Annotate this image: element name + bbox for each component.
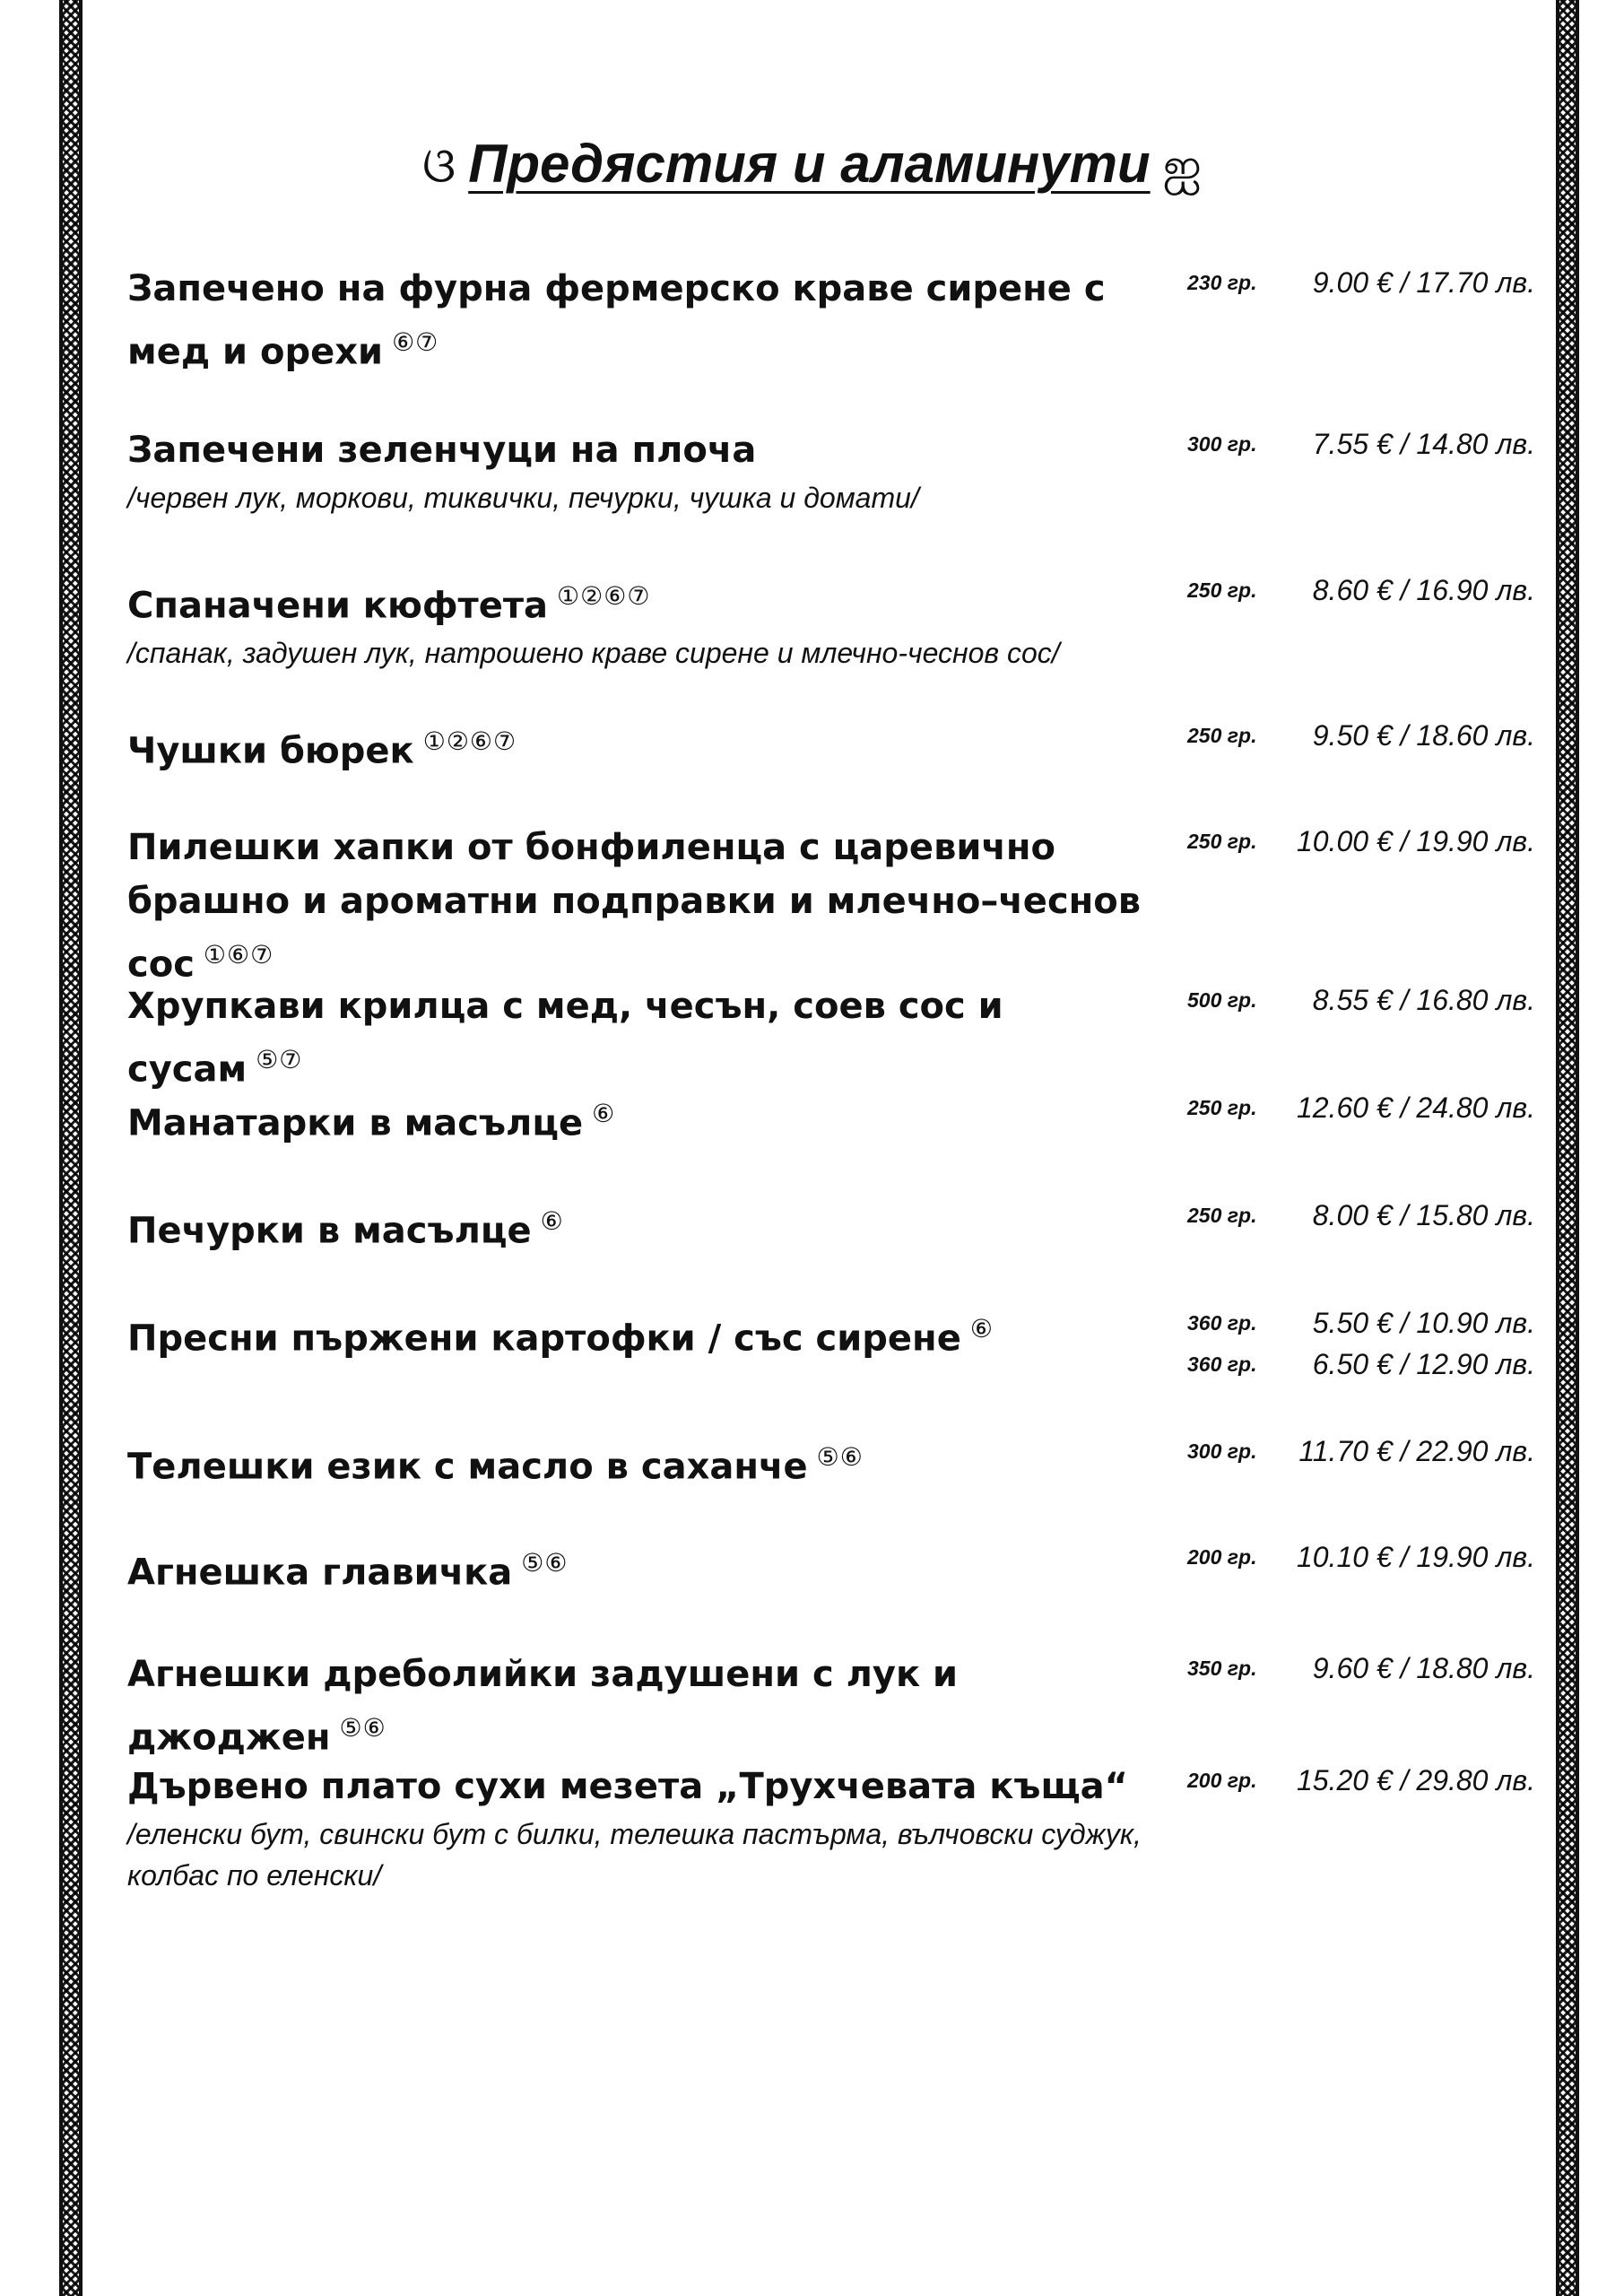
item-weight: 350 гр. [1187,1657,1257,1680]
allergen-icons: ①②⑥⑦ [557,581,651,611]
item-name [127,821,1185,991]
item-name-text: Спаначени кюфтета [127,585,549,627]
right-ornament-icon: ஐ [1162,139,1203,193]
item-description: /спанак, задушен лук, натрошено краве сирене и млечно-чеснов сос/ [127,637,1060,670]
item-weights [1187,1302,1256,1385]
item-description: /еленски бут, свински бут с билки, телешка пастърма, вълчовски суджук, колбас по еленски/ [127,1818,1142,1892]
menu-item [127,979,1544,1096]
item-price: 10.00 € / 19.90 лв. [1296,825,1535,857]
item-weights [1187,979,1256,1021]
menu-item [127,262,1544,378]
menu-item [127,1195,1544,1257]
item-weight: 200 гр. [1187,1769,1257,1792]
item-weights [1187,1648,1256,1689]
item-weights [1187,1431,1256,1472]
left-ornament-icon: ଓ [421,139,456,193]
allergen-icons: ①②⑥⑦ [422,726,517,756]
item-name [127,570,1185,632]
allergen-icons: ①⑥⑦ [203,940,274,970]
item-weight: 250 гр. [1187,830,1257,853]
item-weights [1187,1536,1256,1578]
item-weight: 250 гр. [1187,1204,1257,1227]
item-weight: 300 гр. [1187,1439,1257,1463]
menu-item [127,715,1544,778]
item-weights [1187,1195,1256,1236]
item-prices [1297,821,1535,862]
menu-item [127,821,1544,991]
item-weight: 360 гр. [1187,1352,1257,1376]
item-weight: 300 гр. [1187,432,1257,456]
item-weights [1187,570,1256,611]
allergen-icons: ⑤⑥ [816,1442,864,1472]
item-name-text: Запечени зеленчуци на плоча [127,430,757,471]
item-prices [1313,570,1535,611]
item-prices [1313,715,1535,756]
item-name [127,1536,1185,1599]
item-prices [1313,423,1535,465]
item-prices [1313,1648,1535,1689]
item-name [127,715,1185,778]
menu-item [127,1302,1544,1380]
item-name [127,1431,1185,1493]
item-name [127,1302,1185,1365]
item-name [127,423,1185,477]
item-name [127,262,1185,378]
menu-section-title [0,133,1624,201]
item-name-text: Дървено плато сухи мезета „Трухчевата къща“ [127,1766,1128,1807]
item-weight: 200 гр. [1187,1545,1257,1569]
item-price: 9.50 € / 18.60 лв. [1312,719,1535,752]
item-weights [1187,821,1256,862]
item-prices [1313,979,1535,1021]
item-weight: 250 гр. [1187,578,1257,602]
item-name-text: Агнешки дреболийки задушени с лук и джоджен [127,1654,959,1759]
item-prices [1297,1536,1535,1578]
item-price: 7.55 € / 14.80 лв. [1312,428,1535,460]
item-name [127,1087,1185,1150]
menu-item [127,1536,1544,1599]
item-name [127,1648,1185,1764]
item-price: 15.20 € / 29.80 лв. [1296,1764,1535,1796]
item-name [127,1195,1185,1257]
item-weights [1187,1087,1256,1128]
item-prices [1313,1302,1535,1385]
item-weight: 500 гр. [1187,988,1257,1012]
item-name [127,1760,1185,1813]
allergen-icons: ⑥⑦ [392,327,439,357]
allergen-icons: ⑤⑥ [521,1548,569,1578]
item-name [127,979,1185,1096]
item-name-text: Агнешка главичка [127,1552,513,1594]
item-price: 12.60 € / 24.80 лв. [1296,1091,1535,1124]
allergen-icons: ⑥ [592,1099,616,1128]
item-price: 9.00 € / 17.70 лв. [1312,266,1535,299]
item-name-text: Пресни пържени картофки / със сирене [127,1318,961,1360]
item-name-text: Манатарки в масълце [127,1102,584,1144]
item-price: 8.55 € / 16.80 лв. [1312,984,1535,1016]
item-weight: 230 гр. [1187,271,1257,294]
item-weight: 250 гр. [1187,724,1257,747]
title-text: Предястия и аламинути [468,134,1151,194]
item-description: /червен лук, моркови, тиквички, печурки, чушка и домати/ [127,482,919,514]
right-decorative-border [1556,0,1579,2296]
item-weights [1187,423,1256,465]
allergen-icons: ⑥ [969,1314,994,1344]
item-name-text: Запечено на фурна фермерско краве сирене с мед и орехи [127,268,1106,373]
item-weights [1187,1760,1256,1801]
item-weights [1187,715,1256,756]
allergen-icons: ⑤⑥ [339,1713,386,1743]
item-name-text: Пилешки хапки от бонфиленца с царевично брашно и ароматни подправки и млечно–чеснов сос [127,827,1142,986]
item-price: 9.60 € / 18.80 лв. [1312,1652,1535,1684]
menu-item [127,570,1544,674]
item-prices [1298,1431,1535,1472]
item-prices [1297,1760,1535,1801]
allergen-icons: ⑤⑦ [256,1045,303,1074]
item-name-text: Чушки бюрек [127,730,414,772]
menu-item [127,1087,1544,1150]
item-name-text: Хрупкави крилца с мед, чесън, соев сос и сусам [127,986,1003,1091]
menu-item [127,1431,1544,1493]
menu-item [127,1648,1544,1764]
item-prices [1313,1195,1535,1236]
item-price: 11.70 € / 22.90 лв. [1298,1435,1535,1467]
item-price: 10.10 € / 19.90 лв. [1296,1541,1535,1573]
allergen-icons: ⑥ [540,1206,564,1236]
item-price: 6.50 € / 12.90 лв. [1312,1348,1535,1380]
left-decorative-border [59,0,83,2296]
item-price: 8.60 € / 16.90 лв. [1312,574,1535,606]
item-prices [1313,262,1535,303]
item-price: 5.50 € / 10.90 лв. [1312,1307,1535,1339]
item-weights [1187,262,1256,303]
menu-item [127,1760,1544,1896]
item-name-text: Телешки език с масло в саханче [127,1446,808,1488]
item-weight: 250 гр. [1187,1096,1257,1119]
item-prices [1297,1087,1535,1128]
item-price: 8.00 € / 15.80 лв. [1312,1199,1535,1231]
menu-item [127,423,1544,518]
item-name-text: Печурки в масълце [127,1210,532,1252]
item-weight: 360 гр. [1187,1311,1257,1335]
